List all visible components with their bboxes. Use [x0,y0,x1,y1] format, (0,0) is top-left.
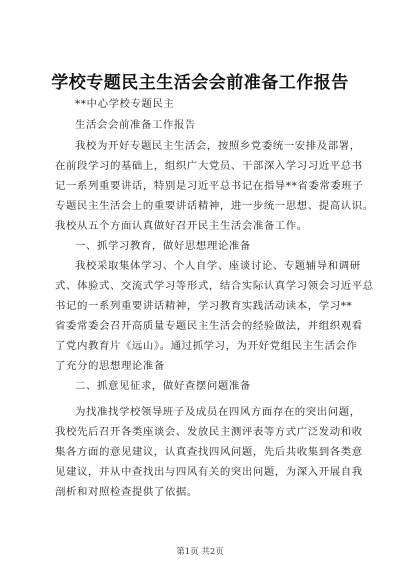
document-title: 学校专题民主生活会会前准备工作报告 [51,73,349,93]
report-name: 生活会会前准备工作报告 [75,119,196,131]
paragraph-line: 我校为开好专题民主生活会，按照乡党委统一安排及部署， [75,140,361,152]
section-heading-2: 二、抓意见征求，做好查摆问题准备 [75,380,251,392]
paragraph-line: 我校采取集体学习、个人自学、座谈讨论、专题辅导和调研 [75,260,361,272]
paragraph-line: 在前段学习的基础上，组织广大党员、干部深入学习习近平总书 [55,160,363,172]
paragraph-line: 记一系列重要讲话，特别是习近平总书记在指导**省委常委班子 [55,180,364,192]
paragraph-line: 剖析和对照检查提供了依据。 [55,486,198,498]
paragraph-line: 书记的一系列重要讲话精神，学习教育实践活动读本，学习** [55,300,353,312]
school-name: **中心学校专题民主 [75,98,175,110]
section-heading-1: 一、抓学习教育，做好思想理论准备 [75,240,251,252]
paragraph-line: 省委常委会召开高质量专题民主生活会的经验做法，并组织观看 [55,320,363,332]
page-footer: 第1页 共2页 [176,547,224,557]
paragraph-line: 我校先后召开各类座谈会、发放民主测评表等方式广泛发动和收 [55,426,363,438]
paragraph-line: 我校从五个方面认真做好召开民主生活会准备工作。 [55,220,308,232]
paragraph-line: 集各方面的意见建议，认真查找四风问题，先后共收集到各类意 [55,446,363,458]
paragraph-line: 了充分的思想理论准备 [55,360,165,372]
paragraph-line: 见建议，并从中查找出与四风有关的突出问题，为深入开展自我 [55,466,363,478]
paragraph-line: 专题民主生活会上的重要讲话精神，进一步统一思想、提高认识。 [55,200,374,212]
paragraph-line: 了党内教育片《远山》。通过抓学习，为开好党组民主生活会作 [55,340,358,352]
paragraph-line: 式、体验式、交流式学习等形式，结合实际认真学习领会习近平总 [55,280,374,292]
paragraph-line: 为找准找学校领导班子及成员在四风方面存在的突出问题， [75,406,361,418]
